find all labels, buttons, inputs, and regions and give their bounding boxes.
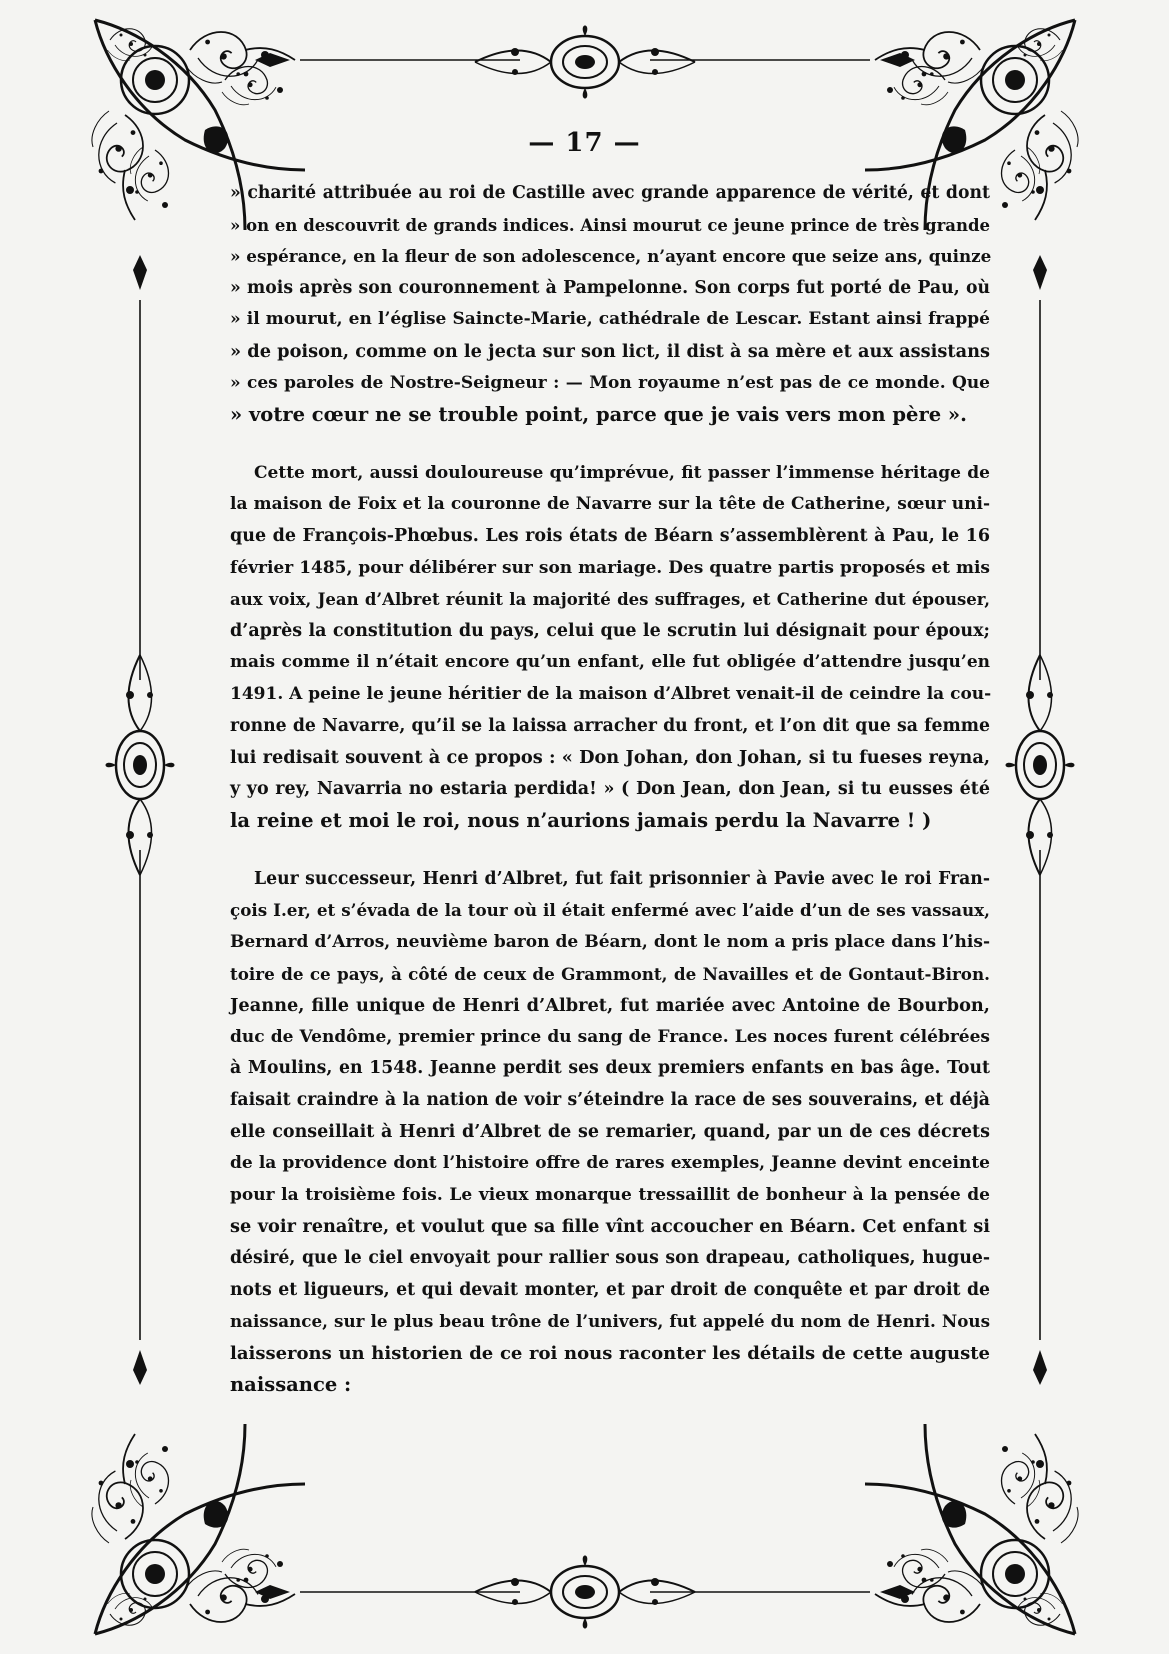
text-line: toire de ce pays, à côté de ceux de Grammont, de Navailles et de Gontaut-Biron. [230,963,990,984]
text-line: Jeanne, fille unique de Henri d’Albret, fut mariée avec Antoine de Bourbon, [230,995,990,1017]
text-line: » ces paroles de Nostre-Seigneur : — Mon royaume n’est pas de ce monde. Que [230,372,990,393]
text-line: » de poison, comme on le jecta sur son lict, il dist à sa mère et aux assistans [230,340,990,362]
text-line: » charité attribuée au roi de Castille avec grande apparence de vérité, et dont [230,183,990,203]
text-line: février 1485, pour délibérer sur son mariage. Des quatre partis proposés et mis [230,557,990,578]
text-line: naissance : [230,1373,352,1397]
text-line: » on en descouvrit de grands indices. Ainsi mourut ce jeune prince de très grande [230,215,990,235]
text-line: d’après la constitution du pays, celui que le scrutin lui désignait pour époux; [230,620,990,641]
text-line: Leur successeur, Henri d’Albret, fut fait prisonnier à Pavie avec le roi Fran- [254,868,990,889]
ornamental-corner-bottom-left [92,1424,305,1634]
text-line: de la providence dont l’histoire offre de rares exemples, Jeanne devint enceinte [230,1153,990,1174]
text-line: » il mourut, en l’église Saincte-Marie, cathédrale de Lescar. Estant ainsi frappé [230,309,990,330]
ornamental-medallion-right [1006,655,1075,875]
page-number: — 17 — [528,128,641,158]
text-line: que de François-Phœbus. Les rois états de Béarn s’assemblèrent à Pau, le 16 [230,525,990,546]
text-line: duc de Vendôme, premier prince du sang de France. Les noces furent célébrées [230,1026,990,1047]
text-line: aux voix, Jean d’Albret réunit la majorité des suffrages, et Catherine dut épouser, [230,590,990,610]
ornamental-corner-bottom-right [865,1424,1078,1634]
text-line: à Moulins, en 1548. Jeanne perdit ses deux premiers enfants en bas âge. Tout [230,1058,990,1079]
text-line: pour la troisième fois. Le vieux monarque tressaillit de bonheur à la pensée de [230,1184,990,1205]
text-line: » mois après son couronnement à Pampelonne. Son corps fut porté de Pau, où [230,277,990,298]
text-line: laisserons un historien de ce roi nous raconter les détails de cette auguste [230,1342,990,1364]
text-line: désiré, que le ciel envoyait pour rallier sous son drapeau, catholiques, hugue- [230,1248,990,1268]
text-line: lui redisait souvent à ce propos : « Don Johan, don Johan, si tu fueses reyna, [230,747,990,769]
text-line: y yo rey, Navarria no estaria perdida! » ( Don Jean, don Jean, si tu eusses été [230,778,990,799]
text-line: Cette mort, aussi douloureuse qu’imprévue, fit passer l’immense héritage de [254,462,990,483]
text-line: elle conseillait à Henri d’Albret de se remarier, quand, par un de ces décrets [230,1121,990,1142]
text-line: » espérance, en la fleur de son adolescence, n’ayant encore que seize ans, quinze [230,246,992,267]
text-line: la maison de Foix et la couronne de Navarre sur la tête de Catherine, sœur uni- [230,494,990,515]
ornamental-medallion-left [106,655,175,875]
text-line: çois I.er, et s’évada de la tour où il était enfermé avec l’aide d’un de ses vassaux, [230,900,990,921]
text-line: la reine et moi le roi, nous n’aurions jamais perdu la Navarre ! ) [230,809,932,833]
text-line: mais comme il n’était encore qu’un enfant, elle fut obligée d’attendre jusqu’en [230,652,990,673]
text-line: » votre cœur ne se trouble point, parce que je vais vers mon père ». [230,403,967,427]
text-line: Bernard d’Arros, neuvième baron de Béarn, dont le nom a pris place dans l’his- [230,932,990,953]
text-line: naissance, sur le plus beau trône de l’univers, fut appelé du nom de Henri. Nous [230,1311,990,1332]
body-text [230,178,990,1428]
text-line: ronne de Navarre, qu’il se la laissa arracher du front, et l’on dit que sa femme [230,715,990,736]
text-line: faisait craindre à la nation de voir s’éteindre la race de ses souverains, et déjà [230,1090,990,1111]
quoted-paragraph [230,178,990,431]
ornamental-medallion-top [475,26,695,99]
body-paragraph [230,864,990,1401]
body-paragraph [230,458,990,837]
text-line: nots et ligueurs, et qui devait monter, et par droit de conquête et par droit de [230,1279,990,1300]
text-line: se voir renaître, et voulut que sa fille vînt accoucher en Béarn. Cet enfant si [230,1216,990,1238]
text-line: 1491. A peine le jeune héritier de la maison d’Albret venait-il de ceindre la cou- [230,683,992,704]
